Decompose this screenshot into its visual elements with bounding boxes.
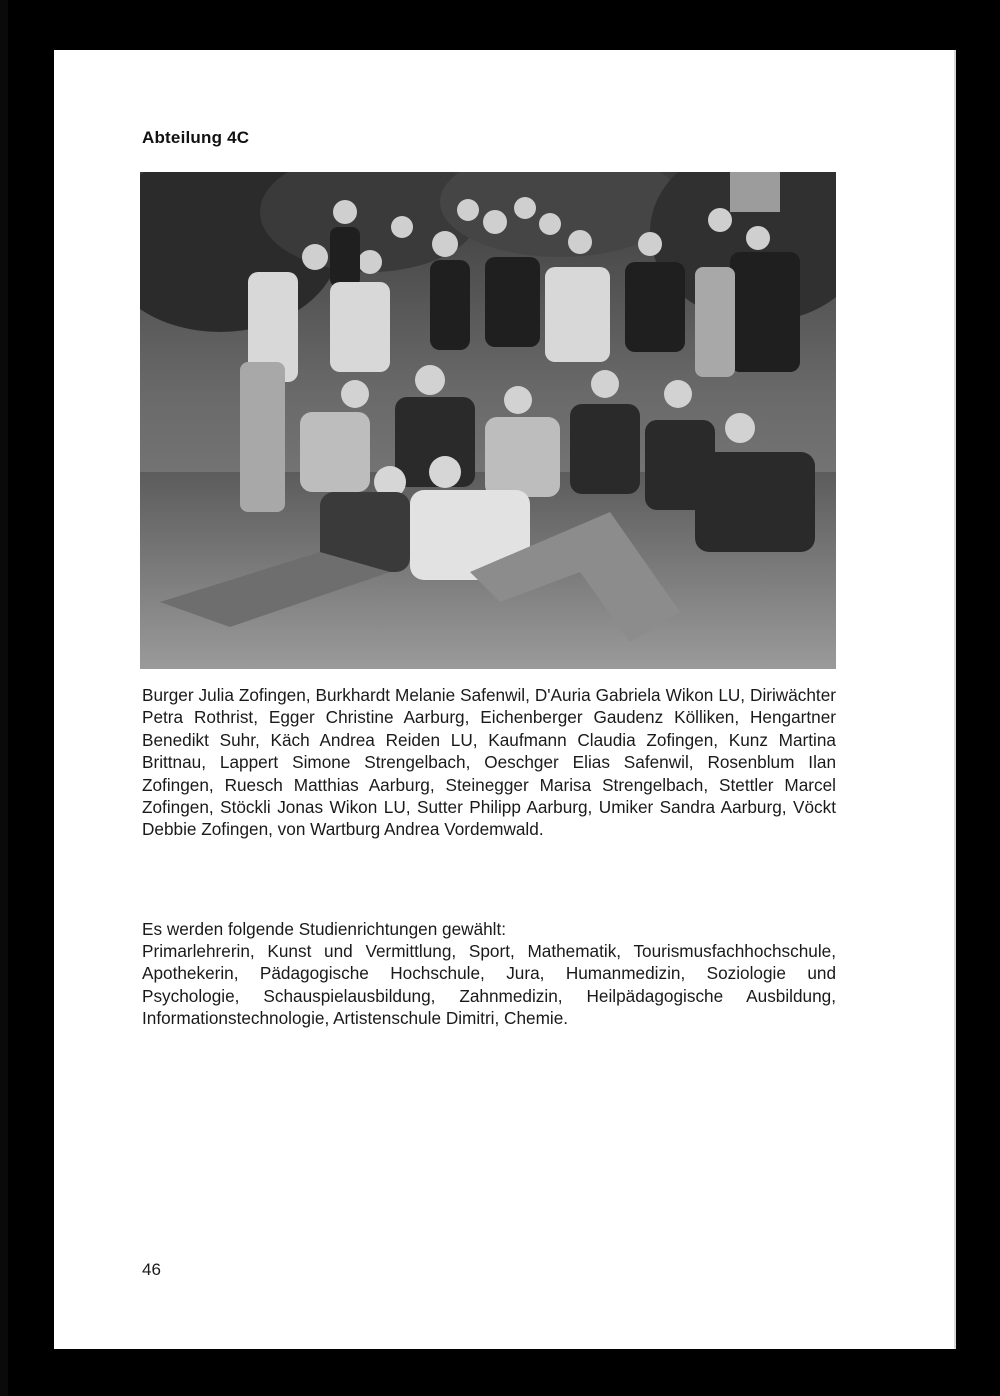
student-names: Burger Julia Zofingen, Burkhardt Melanie Safenwil, D'Auria Gabriela Wikon LU, Diriwächter Petra Rothrist, Egger Christine Aarburg, Eichenberger Gaudenz Kölliken, Hengartner Benedikt Suhr, Käch Andrea Reiden LU, Kaufmann Claudia Zofingen, Kunz Martina Brittnau, Lappert Simone Strengelbach, Oeschger Elias Safenwil, Rosenblum Ilan Zofingen, Ruesch Matthias Aarburg, Steinegger Marisa Strengelbach, Stettler Marcel Zofingen, Stöckli Jonas Wikon LU, Sutter Philipp Aarburg, Umiker Sandra Aarburg, Vöckt Debbie Zofingen, von Wartburg Andrea Vordemwald. [142, 685, 836, 840]
page-number: 46 [142, 1260, 161, 1279]
document-page [54, 50, 956, 1349]
group-photo [140, 172, 836, 669]
section-heading: Abteilung 4C [142, 128, 250, 147]
studies-list: Primarlehrerin, Kunst und Vermittlung, Sport, Mathematik, Tourismusfachhochschule, Apothekerin, Pädagogische Hochschule, Jura, Humanmedizin, Soziologie und Psychologie, Schauspielausbildung, Zahnmedizin, Heilpädagogische Ausbildung, Informationstechnologie, Artistenschule Dimitri, Chemie. [142, 941, 836, 1029]
scan-border [0, 0, 8, 1396]
studies-intro: Es werden folgende Studienrichtungen gewählt: [142, 919, 507, 939]
group-photo-image [140, 172, 836, 669]
